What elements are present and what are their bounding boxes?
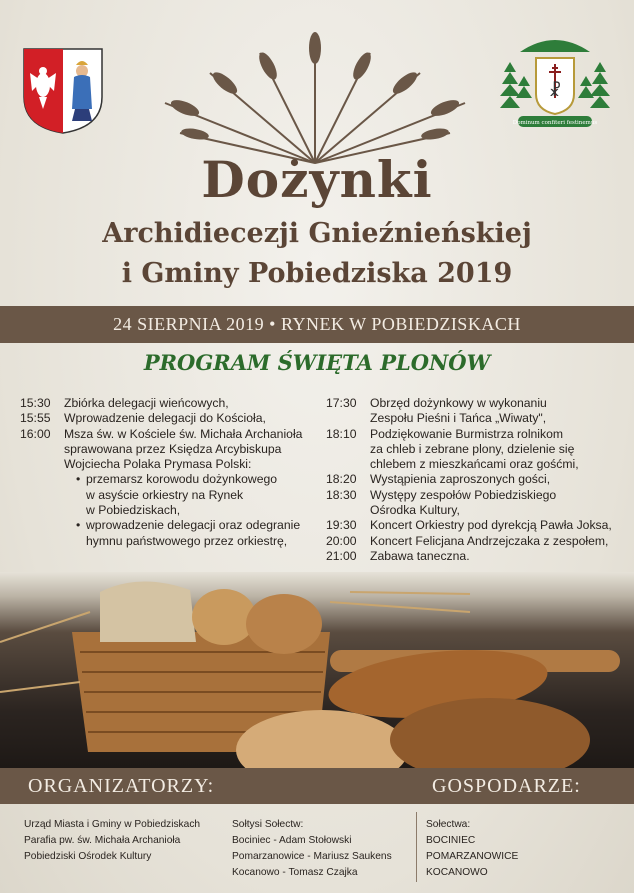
hosts-label: Sołectwa: xyxy=(426,819,471,830)
schedule-bullet xyxy=(20,518,320,533)
schedule-time: 15:30 xyxy=(20,396,51,410)
bullet-icon xyxy=(76,534,86,549)
schedule-time xyxy=(20,442,64,457)
schedule-left-column xyxy=(20,396,320,549)
schedule-bullet xyxy=(20,534,320,549)
schedule-row xyxy=(326,411,626,426)
hosts-list xyxy=(426,817,606,881)
schedule-text: Wprowadzenie delegacji do Kościoła, xyxy=(64,411,266,426)
bread-photo xyxy=(0,572,634,772)
schedule-time xyxy=(326,457,370,472)
footer-divider xyxy=(416,812,417,882)
schedule-text: przemarsz korowodu dożynkowego xyxy=(86,472,278,487)
schedule-bullet xyxy=(20,503,320,518)
schedule-row xyxy=(326,457,626,472)
schedule-right-column xyxy=(326,396,626,564)
schedule-time: 15:55 xyxy=(20,411,51,426)
schedule-row xyxy=(326,488,626,503)
schedule-row xyxy=(326,503,626,518)
list-item: Kocanowo - Tomasz Czajka xyxy=(232,867,358,878)
soltysi-list xyxy=(232,817,412,881)
schedule-row xyxy=(20,457,320,472)
schedule-text: Podziękowanie Burmistrza rolnikom xyxy=(370,426,564,441)
archbishop-emblem-icon xyxy=(500,32,610,132)
schedule-text: sprawowana przez Księdza Arcybiskupa xyxy=(64,441,282,456)
coat-of-arms-icon xyxy=(22,47,104,135)
schedule-time: 18:20 xyxy=(326,472,357,487)
organizers-list xyxy=(24,817,224,865)
schedule-row xyxy=(326,472,626,487)
schedule-time xyxy=(326,442,370,457)
schedule-text: Msza św. w Kościele św. Michała Archanioła xyxy=(64,426,303,441)
schedule-time xyxy=(20,457,64,472)
schedule-row xyxy=(326,534,626,549)
list-item: POMARZANOWICE xyxy=(426,851,519,862)
date-location-band: 24 SIERPNIA 2019 • RYNEK W POBIEDZISKACH xyxy=(0,306,634,343)
schedule-text: Wojciecha Polaka Prymasa Polski: xyxy=(64,457,252,472)
schedule-text: wprowadzenie delegacji oraz odegranie xyxy=(86,518,301,533)
schedule-time: 19:30 xyxy=(326,518,357,533)
organizers-heading: ORGANIZATORZY: xyxy=(28,775,215,797)
schedule-text: Obrzęd dożynkowy w wykonaniu xyxy=(370,396,547,410)
schedule-text: Zbiórka delegacji wieńcowych, xyxy=(64,396,229,410)
schedule-text: Koncert Felicjana Andrzejczaka z zespołem, xyxy=(370,533,609,548)
schedule-row xyxy=(20,427,320,442)
svg-text:☧: ☧ xyxy=(548,81,562,100)
schedule-time: 16:00 xyxy=(20,426,51,441)
schedule-time xyxy=(326,503,370,518)
schedule-text: Wystąpienia zaproszonych gości, xyxy=(370,472,551,487)
bullet-icon xyxy=(76,488,86,503)
schedule-row xyxy=(326,396,626,411)
schedule-text: Zespołu Pieśni i Tańca „Wiwaty", xyxy=(370,411,547,426)
schedule-time: 18:30 xyxy=(326,487,357,502)
hosts-heading: GOSPODARZE: xyxy=(432,775,581,797)
list-item: Parafia pw. św. Michała Archanioła xyxy=(24,835,181,846)
schedule-row xyxy=(20,396,320,411)
list-item: Bociniec - Adam Stołowski xyxy=(232,835,352,846)
schedule-row xyxy=(20,411,320,426)
schedule-row xyxy=(20,442,320,457)
bullet-icon xyxy=(76,503,86,518)
emblem-motto: Dominum confiteri festinemus xyxy=(512,120,598,126)
schedule-row xyxy=(326,549,626,564)
schedule-row xyxy=(326,427,626,442)
schedule-text: Występy zespołów Pobiedziskiego xyxy=(370,487,557,502)
schedule-row xyxy=(326,442,626,457)
schedule-text: w asyście orkiestry na Rynek xyxy=(86,487,244,502)
schedule-time: 21:00 xyxy=(326,548,357,563)
schedule-text: chlebem z mieszkańcami oraz gośćmi, xyxy=(370,457,579,472)
list-item: Pomarzanowice - Mariusz Saukens xyxy=(232,851,392,862)
schedule-text: Ośrodka Kultury, xyxy=(370,503,460,518)
list-item: KOCANOWO xyxy=(426,867,488,878)
page-title: Dożynki xyxy=(201,150,433,209)
soltysi-heading: Sołtysi Sołectw: xyxy=(232,819,304,830)
schedule-text: Koncert Orkiestry pod dyrekcją Pawła Joksa, xyxy=(370,518,612,533)
bullet-icon: • xyxy=(76,518,81,533)
schedule-time: 20:00 xyxy=(326,533,357,548)
schedule-time xyxy=(326,411,370,426)
schedule-time: 18:10 xyxy=(326,426,357,441)
schedule-bullet xyxy=(20,472,320,487)
schedule-row xyxy=(326,518,626,533)
program-heading: PROGRAM ŚWIĘTA PLONÓW xyxy=(143,350,491,375)
list-item: Pobiedziski Ośrodek Kultury xyxy=(24,851,152,862)
list-item: BOCINIEC xyxy=(426,835,476,846)
schedule-text: za chleb i zebrane plony, dzielenie się xyxy=(370,441,575,456)
wheat-ornament-icon xyxy=(150,18,480,168)
schedule-text: w Pobiedziskach, xyxy=(86,503,181,518)
page-subtitle-line1: Archidiecezji Gnieźnieńskiej xyxy=(102,218,532,249)
schedule-text: hymnu państwowego przez orkiestrę, xyxy=(86,533,288,548)
schedule-text: Zabawa taneczna. xyxy=(370,548,470,563)
bullet-icon: • xyxy=(76,472,81,487)
schedule-time: 17:30 xyxy=(326,396,357,410)
page-subtitle-line2: i Gminy Pobiedziska 2019 xyxy=(121,258,513,289)
schedule-bullet xyxy=(20,488,320,503)
list-item: Urząd Miasta i Gminy w Pobiedziskach xyxy=(24,819,201,830)
